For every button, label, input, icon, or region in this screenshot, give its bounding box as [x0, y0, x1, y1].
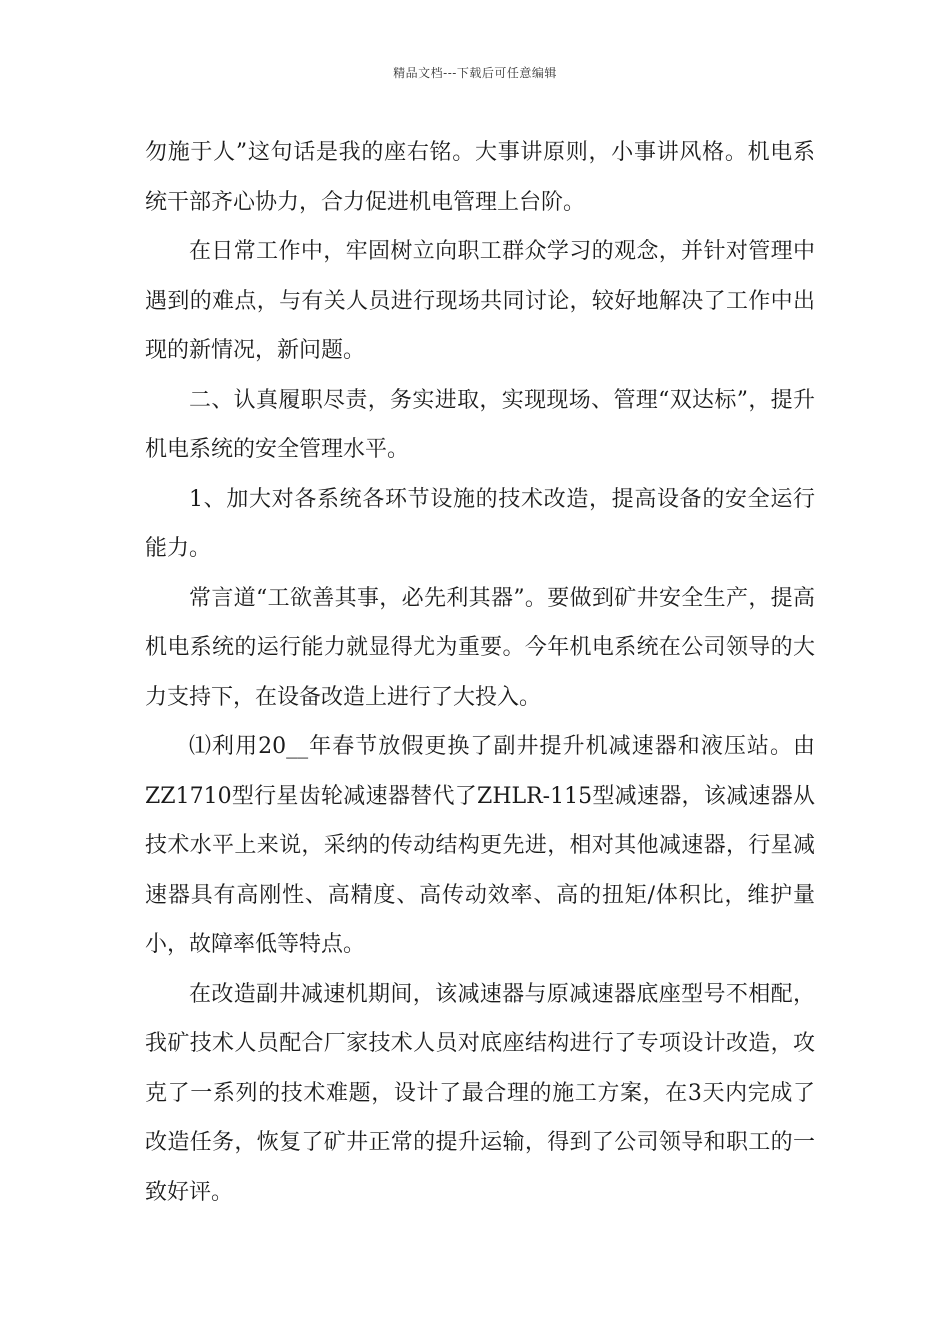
page-header: 精品文档---下载后可任意编辑 — [393, 66, 557, 80]
paragraph-4: 1、加大对各系统各环节设施的技术改造，提高设备的安全运行能力。 — [145, 486, 815, 561]
document-body — [145, 128, 815, 1217]
paragraph-3: 二、认真履职尽责，务实进取，实现现场、管理“双达标”，提升机电系统的安全管理水平。 — [145, 387, 815, 462]
paragraph-6: ⑴利用20__年春节放假更换了副井提升机减速器和液压站。由ZZ1710型行星齿轮减速器替代了ZHLR-115型减速器，该减速器从技术水平上来说，采纳的传动结构更先进，相对其他减速器，行星减速器具有高刚性、高精度、高传动效率、高的扭矩/体积比，维护量小，故障率低等特点。 — [145, 734, 815, 957]
paragraph-1: 勿施于人”这句话是我的座右铭。大事讲原则，小事讲风格。机电系统干部齐心协力，合力促进机电管理上台阶。 — [145, 140, 815, 215]
paragraph-7: 在改造副井减速机期间，该减速器与原减速器底座型号不相配，我矿技术人员配合厂家技术人员对底座结构进行了专项设计改造，攻克了一系列的技术难题，设计了最合理的施工方案，在3天内完成了改造任务，恢复了矿井正常的提升运输，得到了公司领导和职工的一致好评。 — [145, 981, 815, 1205]
paragraph-5: 常言道“工欲善其事，必先利其器”。要做到矿井安全生产，提高机电系统的运行能力就显得尤为重要。今年机电系统在公司领导的大力支持下，在设备改造上进行了大投入。 — [145, 585, 815, 710]
paragraph-2: 在日常工作中，牢固树立向职工群众学习的观念，并针对管理中遇到的难点，与有关人员进行现场共同讨论，较好地解决了工作中出现的新情况，新问题。 — [145, 239, 815, 363]
